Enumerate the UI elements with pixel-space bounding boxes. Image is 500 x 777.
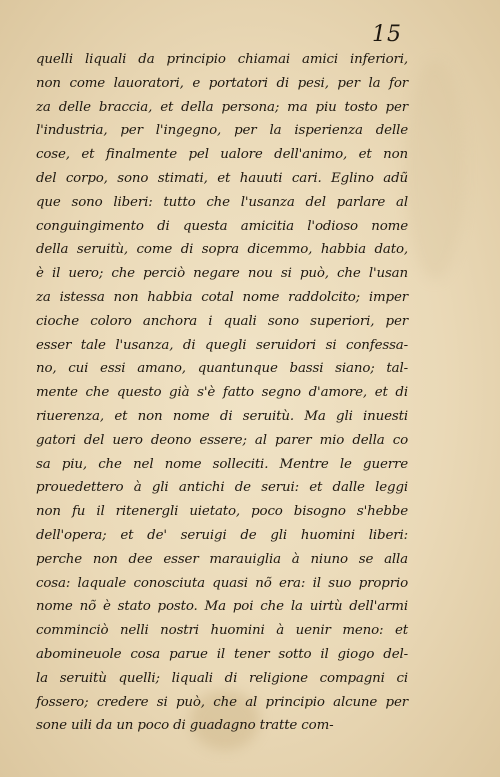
text-line: za istessa non habbia cotal nome raddolcito; imper [36, 289, 408, 305]
text-line: nome nõ è stato posto. Ma poi che la uirtù dell'armi [36, 599, 408, 615]
text-line: za delle braccia, et della persona; ma piu tosto per [36, 99, 408, 115]
page-number: 15 [372, 22, 402, 47]
text-line: que sono liberi: tutto che l'usanza del parlare al [36, 194, 408, 210]
text-line: esser tale l'usanza, di quegli seruidori si confessa- [36, 337, 408, 353]
text-line: abomineuole cosa parue il tener sotto il giogo del- [36, 646, 408, 662]
text-line: non come lauoratori, e portatori di pesi, per la for [36, 75, 408, 91]
text-line: del corpo, sono stimati, et hauuti cari. Eglino adũ [36, 170, 408, 186]
text-line: comminciò nelli nostri huomini à uenir meno: et [36, 623, 408, 639]
text-line: sone uili da un poco di guadagno tratte com- [36, 718, 334, 734]
text-line: cose, et finalmente pel ualore dell'animo, et non [36, 147, 408, 163]
text-line: l'industria, per l'ingegno, per la isperienza delle [36, 123, 408, 139]
text-line: perche non dee esser marauiglia à niuno se alla [36, 551, 408, 567]
text-line: dell'opera; et de' seruigi de gli huomini liberi: [36, 527, 408, 543]
text-line: conguingimento di questa amicitia l'odioso nome [36, 218, 408, 234]
paper-stain [405, 60, 465, 280]
text-line: riuerenza, et non nome di seruitù. Ma gli inuesti [36, 408, 408, 424]
text-line: mente che questo già s'è fatto segno d'amore, et di [36, 385, 408, 401]
text-line: della seruitù, come di sopra dicemmo, habbia dato, [36, 242, 408, 258]
text-line: prouedettero à gli antichi de serui: et dalle leggi [36, 480, 408, 496]
text-line: è il uero; che perciò negare nou si può, che l'usan [36, 266, 408, 282]
text-line: fossero; credere si può, che al principio alcune per [36, 694, 408, 710]
text-line: cioche coloro anchora i quali sono superiori, per [36, 313, 408, 329]
text-line: quelli liquali da principio chiamai amici inferiori, [36, 52, 408, 67]
text-line: no, cui essi amano, quantunque bassi siano; tal- [36, 361, 408, 377]
text-line: non fu il ritenergli uietato, poco bisogno s'hebbe [36, 504, 408, 520]
body-text [36, 48, 408, 738]
text-line: la seruitù quelli; liquali di religione compagni ci [36, 670, 408, 686]
text-line: gatori del uero deono essere; al parer mio della co [36, 432, 408, 448]
text-line: cosa: laquale conosciuta quasi nõ era: il suo proprio [36, 575, 408, 591]
text-line: sa piu, che nel nome solleciti. Mentre le guerre [36, 456, 408, 472]
